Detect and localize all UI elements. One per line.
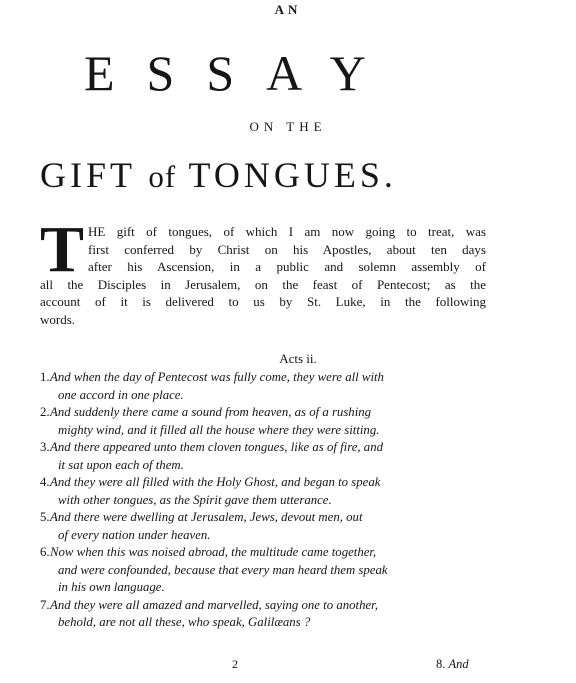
verse-7 (40, 597, 486, 632)
subtitle (40, 154, 500, 198)
drop-cap: T (40, 213, 85, 286)
verse-number: 4. (40, 475, 50, 489)
main-title: ESSAY (84, 45, 398, 101)
verse-3 (40, 439, 486, 474)
verse-line: in his own language. (58, 580, 165, 594)
intro-line: all the Disciples in Jerusalem, on the feast of Pentecost; as the (40, 276, 486, 292)
verse-5 (40, 509, 486, 544)
catchword-word: And (448, 657, 469, 671)
title-line-an: AN (274, 2, 302, 17)
verse-list (40, 369, 486, 632)
verse-line: mighty wind, and it filled all the house where they were sitting. (58, 422, 380, 437)
verse-line: And they were all amazed and marvelled, saying one to another, (50, 597, 378, 612)
intro-paragraph (40, 213, 486, 328)
verse-number: 3. (40, 440, 50, 454)
verse-line: And suddenly there came a sound from heaven, as of a rushing (50, 405, 372, 419)
verse-line: one accord in one place. (58, 387, 184, 402)
verse-line: And when the day of Pentecost was fully come, they were all with (50, 370, 384, 384)
verse-number: 5. (40, 510, 50, 524)
verse-2 (40, 404, 486, 439)
verse-line: and were confounded, because that every man heard them speak (58, 562, 388, 577)
intro-line: account of it is delivered to us by St. Luke, in the following (40, 294, 486, 309)
verse-line: with other tongues, as the Spirit gave them utterance. (58, 492, 332, 507)
verse-line: it sat upon each of them. (58, 457, 184, 472)
page-number: 2 (232, 657, 238, 671)
verse-number: 1. (40, 370, 50, 384)
intro-line: words. (40, 311, 76, 327)
verse-number: 6. (40, 545, 50, 559)
catchword (436, 657, 469, 672)
subtitle-tongues: TONGUES. (188, 155, 397, 195)
verse-line: Now when this was noised abroad, the multitude came together, (50, 545, 377, 559)
verse-line: And there appeared unto them cloven tongues, like as of fire, and (50, 440, 383, 454)
verse-6 (40, 544, 486, 597)
verse-4 (40, 474, 486, 509)
intro-line: after his Ascension, in a public and solemn assembly of (88, 259, 486, 274)
verse-number: 7. (40, 597, 50, 612)
verse-line: And they were all filled with the Holy Ghost, and began to speak (50, 475, 381, 489)
verse-line: of every nation under heaven. (58, 527, 211, 542)
intro-line: HE gift of tongues, of which I am now going to treat, was (88, 224, 486, 239)
verse-number: 2. (40, 405, 50, 419)
subtitle-of: of (148, 159, 177, 194)
verse-1 (40, 369, 486, 404)
title-line-on-the: ON THE (249, 119, 327, 134)
subtitle-gift: GIFT (40, 155, 136, 195)
catchword-number: 8. (436, 657, 446, 671)
verse-line: behold, are not all these, who speak, Galilæans ? (58, 615, 311, 629)
section-heading: Acts ii. (279, 351, 317, 366)
intro-line: first conferred by Christ on his Apostles, about ten days (88, 241, 486, 257)
verse-line: And there were dwelling at Jerusalem, Jews, devout men, out (50, 510, 363, 524)
